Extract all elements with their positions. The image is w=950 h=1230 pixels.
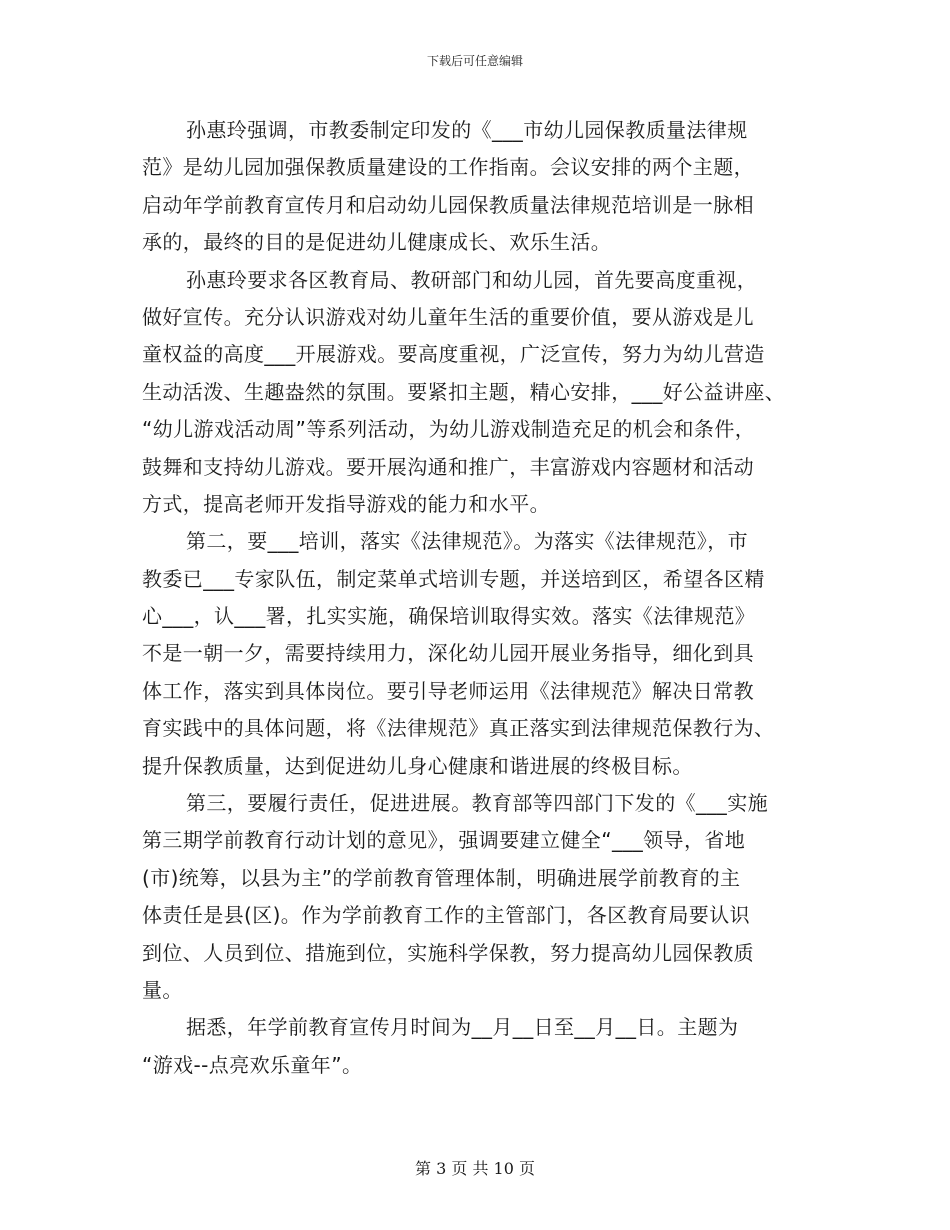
text-line: 范》是幼儿园加强保教质量建设的工作指南。会议安排的两个主题， (142, 155, 754, 180)
text-line: “幼儿游戏活动周”等系列活动，为幼儿游戏制造充足的机会和条件， (142, 417, 756, 442)
text-line: 做好宣传。充分认识游戏对幼儿童年生活的重要价值，要从游戏是儿 (142, 304, 754, 329)
text-line: 生动活泼、生趣盎然的氛围。要紧扣主题，精心安排，___好公益讲座、 (142, 379, 786, 404)
page-header-note: 下载后可任意编辑 (426, 54, 523, 68)
text-line: 启动年学前教育宣传月和启动幼儿园保教质量法律规范培训是一脉相 (142, 192, 754, 217)
text-line: (市)统筹，以县为主”的学前教育管理体制，明确进展学前教育的主 (142, 865, 741, 890)
text-line: “游戏--点亮欢乐童年”。 (142, 1052, 363, 1077)
text-line: 据悉，年学前教育宣传月时间为__月__日至__月__日。主题为 (186, 1015, 739, 1040)
page-number: 第 3 页 共 10 页 (415, 1159, 535, 1178)
text-line: 孙惠玲要求各区教育局、教研部门和幼儿园，首先要高度重视， (186, 267, 758, 292)
text-line: 教委已___专家队伍，制定菜单式培训专题，并送培到区，希望各区精 (142, 566, 765, 591)
text-line: 方式，提高老师开发指导游戏的能力和水平。 (142, 491, 550, 516)
text-line: 提升保教质量，达到促进幼儿身心健康和谐进展的终极目标。 (142, 753, 693, 778)
text-line: 鼓舞和支持幼儿游戏。要开展沟通和推广，丰富游戏内容题材和活动 (142, 454, 754, 479)
text-line: 体工作，落实到具体岗位。要引导老师运用《法律规范》解决日常教 (142, 678, 754, 703)
text-line: 育实践中的具体问题，将《法律规范》真正落实到法律规范保教行为、 (142, 716, 775, 741)
text-line: 承的，最终的目的是促进幼儿健康成长、欢乐生活。 (142, 230, 612, 255)
text-line: 到位、人员到位、措施到位，实施科学保教，努力提高幼儿园保教质 (142, 940, 754, 965)
text-line: 心___，认___署，扎实实施，确保培训取得实效。落实《法律规范》 (142, 604, 756, 629)
text-line: 孙惠玲强调，市教委制定印发的《___市幼儿园保教质量法律规 (186, 118, 748, 142)
text-line: 第二，要___培训，落实《法律规范》。为落实《法律规范》，市 (186, 529, 748, 554)
text-line: 第三期学前教育行动计划的意见》，强调要建立健全“___领导，省地 (142, 828, 746, 853)
text-line: 不是一朝一夕，需要持续用力，深化幼儿园开展业务指导，细化到具 (142, 641, 754, 666)
document-body (142, 112, 812, 1084)
text-line: 体责任是县(区)。作为学前教育工作的主管部门，各区教育局要认识 (142, 903, 751, 928)
text-line: 第三，要履行责任，促进进展。教育部等四部门下发的《___实施 (186, 791, 768, 816)
text-line: 童权益的高度___开展游戏。要高度重视，广泛宣传，努力为幼儿营造 (142, 342, 765, 367)
text-line: 量。 (142, 977, 183, 1002)
